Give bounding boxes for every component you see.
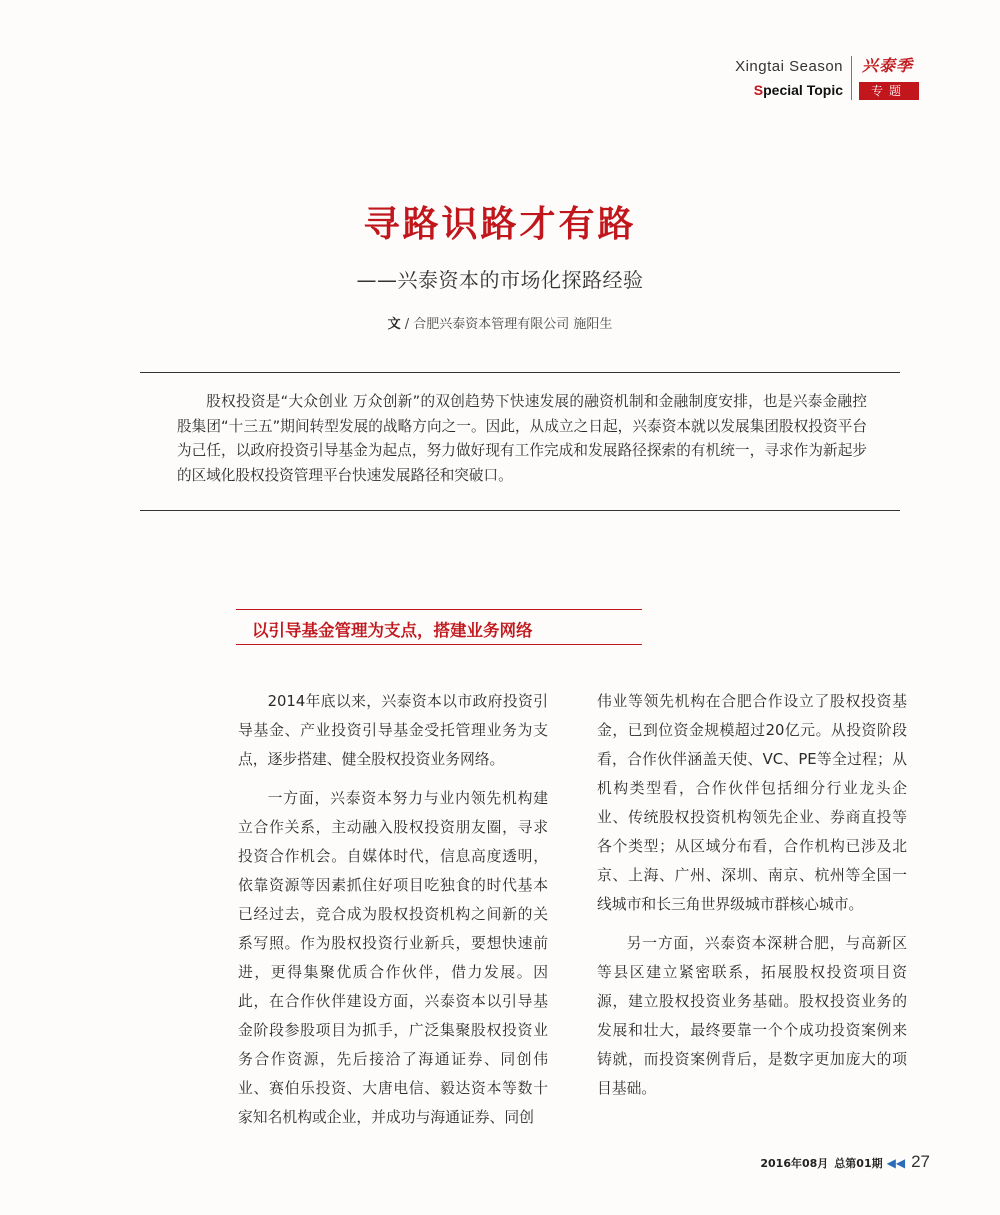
body-column-left bbox=[238, 687, 548, 1142]
issue-number: 总第01期 bbox=[834, 1157, 883, 1170]
page-number: 27 bbox=[911, 1152, 930, 1171]
article-title: 寻路识路才有路 bbox=[363, 203, 637, 245]
byline-prefix: 文 bbox=[387, 317, 401, 332]
special-topic-rest: pecial Topic bbox=[763, 82, 843, 98]
magazine-series-title: Xingtai Season bbox=[735, 58, 843, 75]
magazine-logo: 兴泰季 bbox=[862, 56, 914, 75]
article-abstract: 股权投资是“大众创业 万众创新”的双创趋势下快速发展的融资机制和金融制度安排，也是兴泰金融控股集团“十三五”期间转型发展的战略方向之一。因此，从成立之日起，兴泰资本就以发展集团股权投资平台为己任，以政府投资引导基金为起点，努力做好现有工作完成和发展路径探索的有机统一，寻求作为新起步的区域化股权投资管理平台快速发展路径和突破口。 bbox=[177, 393, 867, 484]
paragraph: 另一方面，兴泰资本深耕合肥，与高新区等县区建立紧密联系，拓展股权投资项目资源，建立股权投资业务基础。股权投资业务的发展和壮大，最终要靠一个个成功投资案例来铸就，而投资案例背后，是数字更加庞大的项目基础。 bbox=[597, 935, 907, 1097]
double-arrow-left-icon: ◀◀ bbox=[886, 1156, 906, 1170]
paragraph: 2014年底以来，兴泰资本以市政府投资引导基金、产业投资引导基金受托管理业务为支点，逐步搭建、健全股权投资业务网络。 bbox=[238, 693, 548, 768]
paragraph: 一方面，兴泰资本努力与业内领先机构建立合作关系，主动融入股权投资朋友圈，寻求投资合作机会。自媒体时代，信息高度透明，依靠资源等因素抓住好项目吃独食的时代基本已经过去，竞合成为股权投资机构之间新的关系写照。作为股权投资行业新兵，要想快速前进，更得集聚优质合作伙伴，借力发展。因此，在合作伙伴建设方面，兴泰资本以引导基金阶段参股项目为抓手，广泛集聚股权投资业务合作资源，先后接洽了海通证券、同创伟业、赛伯乐投资、大唐电信、毅达资本等数十家知名机构或企业，并成功与海通证券、同创 bbox=[238, 790, 548, 1126]
special-topic-initial: S bbox=[753, 82, 764, 98]
page-footer bbox=[700, 1152, 930, 1172]
section-heading-top-rule bbox=[236, 609, 642, 610]
abstract-top-rule bbox=[140, 372, 900, 373]
issue-date: 2016年08月 bbox=[760, 1157, 829, 1170]
special-topic-label bbox=[700, 82, 843, 98]
section-heading: 以引导基金管理为支点，搭建业务网络 bbox=[252, 621, 533, 640]
body-column-right bbox=[597, 687, 907, 1113]
section-badge: 专题 bbox=[859, 82, 919, 100]
article-byline bbox=[0, 313, 1000, 332]
article-subtitle: ——兴泰资本的市场化探路经验 bbox=[356, 268, 644, 292]
byline-author: / 合肥兴泰资本管理有限公司 施阳生 bbox=[400, 317, 613, 332]
section-heading-bottom-rule bbox=[236, 644, 642, 645]
header-divider bbox=[851, 56, 852, 100]
paragraph: 伟业等领先机构在合肥合作设立了股权投资基金，已到位资金规模超过20亿元。从投资阶段看，合作伙伴涵盖天使、VC、PE等全过程；从机构类型看，合作伙伴包括细分行业龙头企业、传统股权投资机构领先企业、券商直投等各个类型；从区域分布看，合作机构已涉及北京、上海、广州、深圳、南京、杭州等全国一线城市和长三角世界级城市群核心城市。 bbox=[597, 693, 907, 913]
abstract-bottom-rule bbox=[140, 510, 900, 511]
